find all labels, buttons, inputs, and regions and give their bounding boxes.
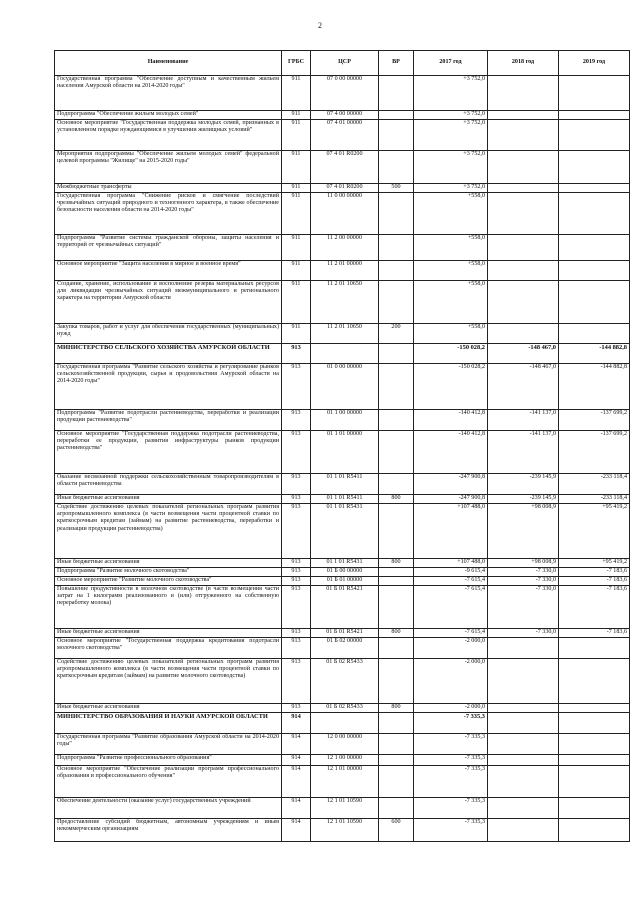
table-row bbox=[55, 798, 630, 819]
cell-csr: 07 4 01 R0200 bbox=[311, 151, 379, 184]
cell-2018: -148 467,0 bbox=[488, 364, 559, 410]
cell-csr: 12 1 00 00000 bbox=[311, 755, 379, 766]
cell-2019: -137 699,2 bbox=[559, 431, 630, 474]
cell-csr bbox=[311, 344, 379, 364]
cell-2018: -141 137,0 bbox=[488, 410, 559, 431]
cell-grbs: 911 bbox=[282, 151, 311, 184]
cell-name: Основное мероприятие "Государственная поддержка кредитования подотрасли молочного скотоводства" bbox=[55, 638, 282, 659]
cell-csr: 12 0 00 00000 bbox=[311, 734, 379, 755]
cell-vr bbox=[379, 577, 414, 586]
cell-csr: 01 Б 02 R5433 bbox=[311, 659, 379, 704]
cell-grbs: 913 bbox=[282, 559, 311, 568]
cell-csr: 01 Б 01 R5421 bbox=[311, 629, 379, 638]
cell-vr bbox=[379, 798, 414, 819]
cell-name: Иные бюджетные ассигнования bbox=[55, 629, 282, 638]
cell-2018 bbox=[488, 151, 559, 184]
cell-vr bbox=[379, 638, 414, 659]
cell-2017: -9 615,4 bbox=[414, 568, 488, 577]
table-row bbox=[55, 344, 630, 364]
table-row bbox=[55, 281, 630, 324]
cell-csr: 01 Б 02 00000 bbox=[311, 638, 379, 659]
cell-csr: 01 Б 00 00000 bbox=[311, 568, 379, 577]
table-row bbox=[55, 364, 630, 410]
cell-grbs: 913 bbox=[282, 704, 311, 713]
table-row bbox=[55, 324, 630, 344]
cell-csr: 11 0 00 00000 bbox=[311, 193, 379, 235]
cell-2019: -233 118,4 bbox=[559, 495, 630, 504]
cell-2017: +3 752,0 bbox=[414, 76, 488, 111]
table-row bbox=[55, 76, 630, 111]
table-row bbox=[55, 431, 630, 474]
cell-2019: +95 419,2 bbox=[559, 504, 630, 559]
cell-csr: 01 1 01 R5411 bbox=[311, 474, 379, 495]
header-vr: ВР bbox=[379, 51, 414, 76]
cell-grbs: 913 bbox=[282, 364, 311, 410]
cell-2017: -7 615,4 bbox=[414, 577, 488, 586]
cell-2019 bbox=[559, 755, 630, 766]
cell-name: Государственная программа "Обеспечение доступным и качественным жильем населения Амурской области на 2014-2020 годы" bbox=[55, 76, 282, 111]
table-header-row bbox=[55, 51, 630, 76]
cell-2018 bbox=[488, 798, 559, 819]
cell-name: Основное мероприятие "Развитие молочного скотоводства" bbox=[55, 577, 282, 586]
cell-grbs: 911 bbox=[282, 235, 311, 261]
table-row bbox=[55, 111, 630, 120]
cell-2019 bbox=[559, 111, 630, 120]
table-row bbox=[55, 755, 630, 766]
table-row bbox=[55, 577, 630, 586]
cell-2019 bbox=[559, 638, 630, 659]
cell-2017: +558,0 bbox=[414, 235, 488, 261]
cell-2017: -7 335,3 bbox=[414, 755, 488, 766]
cell-name: Основное мероприятие "Государственная поддержка подотрасли растениеводства, переработки ее продукции, развития инфраструктуры рынков продукции растениеводства" bbox=[55, 431, 282, 474]
cell-2018 bbox=[488, 261, 559, 281]
cell-csr: 07 0 00 00000 bbox=[311, 76, 379, 111]
table-row bbox=[55, 120, 630, 151]
cell-2017: -7 615,4 bbox=[414, 629, 488, 638]
cell-name: МИНИСТЕРСТВО ОБРАЗОВАНИЯ И НАУКИ АМУРСКОЙ ОБЛАСТИ bbox=[55, 713, 282, 734]
cell-2017: +3 752,0 bbox=[414, 111, 488, 120]
cell-vr bbox=[379, 76, 414, 111]
cell-2017: -247 900,8 bbox=[414, 474, 488, 495]
cell-2017: -7 335,3 bbox=[414, 798, 488, 819]
cell-2019 bbox=[559, 659, 630, 704]
cell-vr bbox=[379, 111, 414, 120]
cell-vr bbox=[379, 151, 414, 184]
cell-vr bbox=[379, 766, 414, 798]
cell-2017: +558,0 bbox=[414, 324, 488, 344]
cell-2019 bbox=[559, 713, 630, 734]
table-row bbox=[55, 504, 630, 559]
table-row bbox=[55, 193, 630, 235]
cell-2017: -7 335,3 bbox=[414, 819, 488, 842]
table-row bbox=[55, 151, 630, 184]
cell-2017: -2 000,0 bbox=[414, 659, 488, 704]
cell-2019 bbox=[559, 261, 630, 281]
cell-name: Основное мероприятие "Защита населения в мирное и военное время" bbox=[55, 261, 282, 281]
cell-2017: -2 000,0 bbox=[414, 638, 488, 659]
cell-name: Обеспечение деятельности (оказание услуг) государственных учреждений bbox=[55, 798, 282, 819]
cell-name: Государственная программа "Развитие сельского хозяйства и регулирование рынков сельскохозяйственной продукции, сырья и продовольствия Амурской области на 2014-2020 годы" bbox=[55, 364, 282, 410]
cell-vr bbox=[379, 120, 414, 151]
cell-2018 bbox=[488, 111, 559, 120]
table-row bbox=[55, 586, 630, 629]
cell-2019 bbox=[559, 120, 630, 151]
cell-2018: -141 137,0 bbox=[488, 431, 559, 474]
cell-2018 bbox=[488, 184, 559, 193]
cell-2018: -7 330,0 bbox=[488, 577, 559, 586]
budget-table bbox=[54, 50, 630, 842]
cell-2018 bbox=[488, 76, 559, 111]
cell-vr bbox=[379, 755, 414, 766]
cell-grbs: 911 bbox=[282, 261, 311, 281]
cell-2018 bbox=[488, 755, 559, 766]
cell-grbs: 914 bbox=[282, 713, 311, 734]
table-row bbox=[55, 734, 630, 755]
cell-csr: 11 2 01 10650 bbox=[311, 281, 379, 324]
cell-grbs: 911 bbox=[282, 76, 311, 111]
cell-2019 bbox=[559, 184, 630, 193]
cell-grbs: 911 bbox=[282, 111, 311, 120]
cell-2018 bbox=[488, 766, 559, 798]
cell-name: МИНИСТЕРСТВО СЕЛЬСКОГО ХОЗЯЙСТВА АМУРСКОЙ ОБЛАСТИ bbox=[55, 344, 282, 364]
cell-vr bbox=[379, 410, 414, 431]
cell-2017: -7 615,4 bbox=[414, 586, 488, 629]
table-row bbox=[55, 410, 630, 431]
cell-2018: -7 330,0 bbox=[488, 629, 559, 638]
cell-grbs: 911 bbox=[282, 324, 311, 344]
cell-2017: -140 412,8 bbox=[414, 410, 488, 431]
cell-2017: +558,0 bbox=[414, 261, 488, 281]
cell-name: Содействие достижению целевых показателей региональных программ развития агропромышленного комплекса (в части возмещения части процентной ставки по краткосрочным кредитам (займам) на развитие молочного скотоводства) bbox=[55, 659, 282, 704]
cell-csr: 01 1 00 00000 bbox=[311, 410, 379, 431]
cell-2019 bbox=[559, 798, 630, 819]
cell-csr: 01 Б 01 00000 bbox=[311, 577, 379, 586]
cell-vr: 500 bbox=[379, 184, 414, 193]
cell-name: Межбюджетные трансферты bbox=[55, 184, 282, 193]
cell-name: Мероприятия подпрограммы "Обеспечение жильем молодых семей" федеральной целевой программы "Жилище" на 2015-2020 годы" bbox=[55, 151, 282, 184]
cell-name: Закупка товаров, работ и услуг для обеспечения государственных (муниципальных) нужд bbox=[55, 324, 282, 344]
cell-grbs: 913 bbox=[282, 659, 311, 704]
cell-2018: -7 330,0 bbox=[488, 586, 559, 629]
cell-name: Подпрограмма "Развитие профессионального образования" bbox=[55, 755, 282, 766]
cell-2019 bbox=[559, 819, 630, 842]
cell-vr: 800 bbox=[379, 704, 414, 713]
header-name: Наименование bbox=[55, 51, 282, 76]
cell-2019: -7 183,6 bbox=[559, 629, 630, 638]
cell-2017: -7 335,3 bbox=[414, 766, 488, 798]
cell-name: Подпрограмма "Развитие системы гражданской обороны, защиты населения и территорий от чрезвычайных ситуаций" bbox=[55, 235, 282, 261]
cell-vr: 800 bbox=[379, 629, 414, 638]
table-row bbox=[55, 629, 630, 638]
cell-2018: -7 330,0 bbox=[488, 568, 559, 577]
cell-2019: -7 183,6 bbox=[559, 586, 630, 629]
table-row bbox=[55, 261, 630, 281]
page-number: 2 bbox=[318, 21, 322, 30]
cell-grbs: 913 bbox=[282, 577, 311, 586]
cell-vr bbox=[379, 659, 414, 704]
cell-vr bbox=[379, 261, 414, 281]
cell-2017: -7 335,3 bbox=[414, 713, 488, 734]
header-2019: 2019 год bbox=[559, 51, 630, 76]
cell-2018 bbox=[488, 324, 559, 344]
cell-2018 bbox=[488, 734, 559, 755]
cell-csr: 01 1 01 R5431 bbox=[311, 559, 379, 568]
header-csr: ЦСР bbox=[311, 51, 379, 76]
cell-name: Иные бюджетные ассигнования bbox=[55, 704, 282, 713]
cell-2018: +98 008,9 bbox=[488, 559, 559, 568]
cell-grbs: 913 bbox=[282, 474, 311, 495]
cell-2018: -148 467,0 bbox=[488, 344, 559, 364]
cell-2017: -7 335,3 bbox=[414, 734, 488, 755]
cell-2017: -2 000,0 bbox=[414, 704, 488, 713]
cell-vr: 200 bbox=[379, 324, 414, 344]
cell-grbs: 913 bbox=[282, 344, 311, 364]
cell-grbs: 913 bbox=[282, 629, 311, 638]
table-row bbox=[55, 766, 630, 798]
table-row bbox=[55, 568, 630, 577]
cell-2018 bbox=[488, 659, 559, 704]
cell-2017: -150 028,2 bbox=[414, 344, 488, 364]
cell-name: Иные бюджетные ассигнования bbox=[55, 495, 282, 504]
table-row bbox=[55, 704, 630, 713]
table-row bbox=[55, 184, 630, 193]
cell-2019: -144 882,8 bbox=[559, 364, 630, 410]
table-row bbox=[55, 559, 630, 568]
cell-2019: -7 183,6 bbox=[559, 568, 630, 577]
header-grbs: ГРБС bbox=[282, 51, 311, 76]
cell-csr: 01 1 01 R5411 bbox=[311, 495, 379, 504]
cell-grbs: 911 bbox=[282, 184, 311, 193]
cell-vr bbox=[379, 344, 414, 364]
cell-2019 bbox=[559, 324, 630, 344]
cell-2019 bbox=[559, 76, 630, 111]
cell-grbs: 913 bbox=[282, 431, 311, 474]
cell-csr bbox=[311, 713, 379, 734]
table-row bbox=[55, 474, 630, 495]
table-row bbox=[55, 495, 630, 504]
cell-2019 bbox=[559, 281, 630, 324]
cell-grbs: 913 bbox=[282, 504, 311, 559]
cell-2017: +3 752,0 bbox=[414, 184, 488, 193]
cell-name: Государственная программа "Снижение рисков и смягчение последствий чрезвычайных ситуаций природного и техногенного характера, в также обеспечение безопасности населения области на 2014-2020 годы" bbox=[55, 193, 282, 235]
cell-vr bbox=[379, 235, 414, 261]
cell-name: Основное мероприятие "Государственная поддержка молодых семей, признанных в установленном порядке нуждающимися в улучшении жилищных условий" bbox=[55, 120, 282, 151]
cell-name: Подпрограмма "Развитие молочного скотоводства" bbox=[55, 568, 282, 577]
header-2017: 2017 год bbox=[414, 51, 488, 76]
cell-vr: 800 bbox=[379, 559, 414, 568]
table-row bbox=[55, 235, 630, 261]
cell-grbs: 911 bbox=[282, 120, 311, 151]
cell-2019 bbox=[559, 734, 630, 755]
cell-csr: 01 Б 01 R5421 bbox=[311, 586, 379, 629]
cell-grbs: 913 bbox=[282, 410, 311, 431]
cell-2019 bbox=[559, 151, 630, 184]
cell-2018 bbox=[488, 120, 559, 151]
cell-grbs: 914 bbox=[282, 798, 311, 819]
cell-grbs: 911 bbox=[282, 193, 311, 235]
cell-2017: +558,0 bbox=[414, 281, 488, 324]
cell-2018: -239 145,9 bbox=[488, 495, 559, 504]
cell-grbs: 913 bbox=[282, 495, 311, 504]
cell-csr: 12 1 01 00000 bbox=[311, 766, 379, 798]
cell-grbs: 913 bbox=[282, 586, 311, 629]
cell-vr: 800 bbox=[379, 495, 414, 504]
cell-2018 bbox=[488, 638, 559, 659]
cell-2019: -7 183,6 bbox=[559, 577, 630, 586]
cell-2018: +98 008,9 bbox=[488, 504, 559, 559]
cell-csr: 07 4 01 00000 bbox=[311, 120, 379, 151]
cell-2019: -144 882,8 bbox=[559, 344, 630, 364]
cell-csr: 01 1 01 00000 bbox=[311, 431, 379, 474]
cell-grbs: 911 bbox=[282, 281, 311, 324]
cell-csr: 12 1 01 10590 bbox=[311, 819, 379, 842]
cell-2017: +3 752,0 bbox=[414, 151, 488, 184]
header-2018: 2018 год bbox=[488, 51, 559, 76]
cell-2017: +558,0 bbox=[414, 193, 488, 235]
cell-2017: +107 488,0 bbox=[414, 559, 488, 568]
cell-2019 bbox=[559, 193, 630, 235]
cell-name: Подпрограмма "Развитие подотрасли растениеводства, переработки и реализации продукции растениеводства" bbox=[55, 410, 282, 431]
cell-2018 bbox=[488, 235, 559, 261]
cell-2017: -150 028,2 bbox=[414, 364, 488, 410]
cell-vr bbox=[379, 734, 414, 755]
cell-vr bbox=[379, 568, 414, 577]
cell-2019 bbox=[559, 766, 630, 798]
cell-grbs: 914 bbox=[282, 755, 311, 766]
cell-csr: 07 4 01 R0200 bbox=[311, 184, 379, 193]
cell-name: Содействие достижению целевых показателей региональных программ развития агропромышленного комплекса (в части возмещения части процентной ставки по краткосрочным кредитам (займам) на развитие растениеводства, переработки и реализации продукции растениеводства) bbox=[55, 504, 282, 559]
cell-2019: -137 699,2 bbox=[559, 410, 630, 431]
cell-csr: 01 Б 02 R5433 bbox=[311, 704, 379, 713]
cell-2018 bbox=[488, 704, 559, 713]
cell-grbs: 914 bbox=[282, 734, 311, 755]
cell-csr: 01 1 01 R5431 bbox=[311, 504, 379, 559]
cell-vr: 600 bbox=[379, 819, 414, 842]
cell-2017: +107 488,0 bbox=[414, 504, 488, 559]
cell-vr bbox=[379, 713, 414, 734]
cell-name: Иные бюджетные ассигнования bbox=[55, 559, 282, 568]
cell-name: Предоставление субсидий бюджетным, автономным учреждениям и иным некоммерческим организациям bbox=[55, 819, 282, 842]
cell-csr: 11 2 01 00000 bbox=[311, 261, 379, 281]
cell-vr bbox=[379, 281, 414, 324]
cell-name: Подпрограмма "Обеспечение жильем молодых семей" bbox=[55, 111, 282, 120]
cell-vr bbox=[379, 586, 414, 629]
cell-2018 bbox=[488, 193, 559, 235]
cell-vr bbox=[379, 504, 414, 559]
cell-2019: +95 419,2 bbox=[559, 559, 630, 568]
cell-vr bbox=[379, 364, 414, 410]
cell-2017: -140 412,8 bbox=[414, 431, 488, 474]
cell-csr: 01 0 00 00000 bbox=[311, 364, 379, 410]
cell-name: Основное мероприятие "Обеспечение реализации программ профессионального образования и профессионального обучения" bbox=[55, 766, 282, 798]
table-row bbox=[55, 638, 630, 659]
cell-2017: +3 752,0 bbox=[414, 120, 488, 151]
cell-csr: 07 4 00 00000 bbox=[311, 111, 379, 120]
cell-grbs: 913 bbox=[282, 638, 311, 659]
table-row bbox=[55, 659, 630, 704]
cell-2019 bbox=[559, 704, 630, 713]
cell-2019: -233 118,4 bbox=[559, 474, 630, 495]
cell-grbs: 913 bbox=[282, 568, 311, 577]
cell-2017: -247 900,8 bbox=[414, 495, 488, 504]
cell-2019 bbox=[559, 235, 630, 261]
cell-csr: 12 1 01 10590 bbox=[311, 798, 379, 819]
cell-name: Создание, хранение, использование и восполнение резерва материальных ресурсов для ликвидации чрезвычайных ситуаций межмуниципального и регионального характера на территории Амурской области bbox=[55, 281, 282, 324]
table-row bbox=[55, 713, 630, 734]
cell-2018: -239 145,9 bbox=[488, 474, 559, 495]
cell-2018 bbox=[488, 713, 559, 734]
cell-csr: 11 2 00 00000 bbox=[311, 235, 379, 261]
cell-grbs: 914 bbox=[282, 766, 311, 798]
cell-grbs: 914 bbox=[282, 819, 311, 842]
table-body bbox=[55, 76, 630, 842]
cell-name: Повышение продуктивности в молочном скотоводстве (в части возмещения части затрат на 1 килограмм реализованного и (или) отгруженного на собственную переработку молока) bbox=[55, 586, 282, 629]
cell-2018 bbox=[488, 819, 559, 842]
cell-vr bbox=[379, 474, 414, 495]
cell-2018 bbox=[488, 281, 559, 324]
cell-name: Государственная программа "Развитие образования Амурской области на 2014-2020 годы" bbox=[55, 734, 282, 755]
cell-vr bbox=[379, 193, 414, 235]
cell-csr: 11 2 01 10650 bbox=[311, 324, 379, 344]
cell-name: Оказание несвязанной поддержки сельскохозяйственным товаропроизводителям в области растениеводства bbox=[55, 474, 282, 495]
cell-vr bbox=[379, 431, 414, 474]
table-row bbox=[55, 819, 630, 842]
